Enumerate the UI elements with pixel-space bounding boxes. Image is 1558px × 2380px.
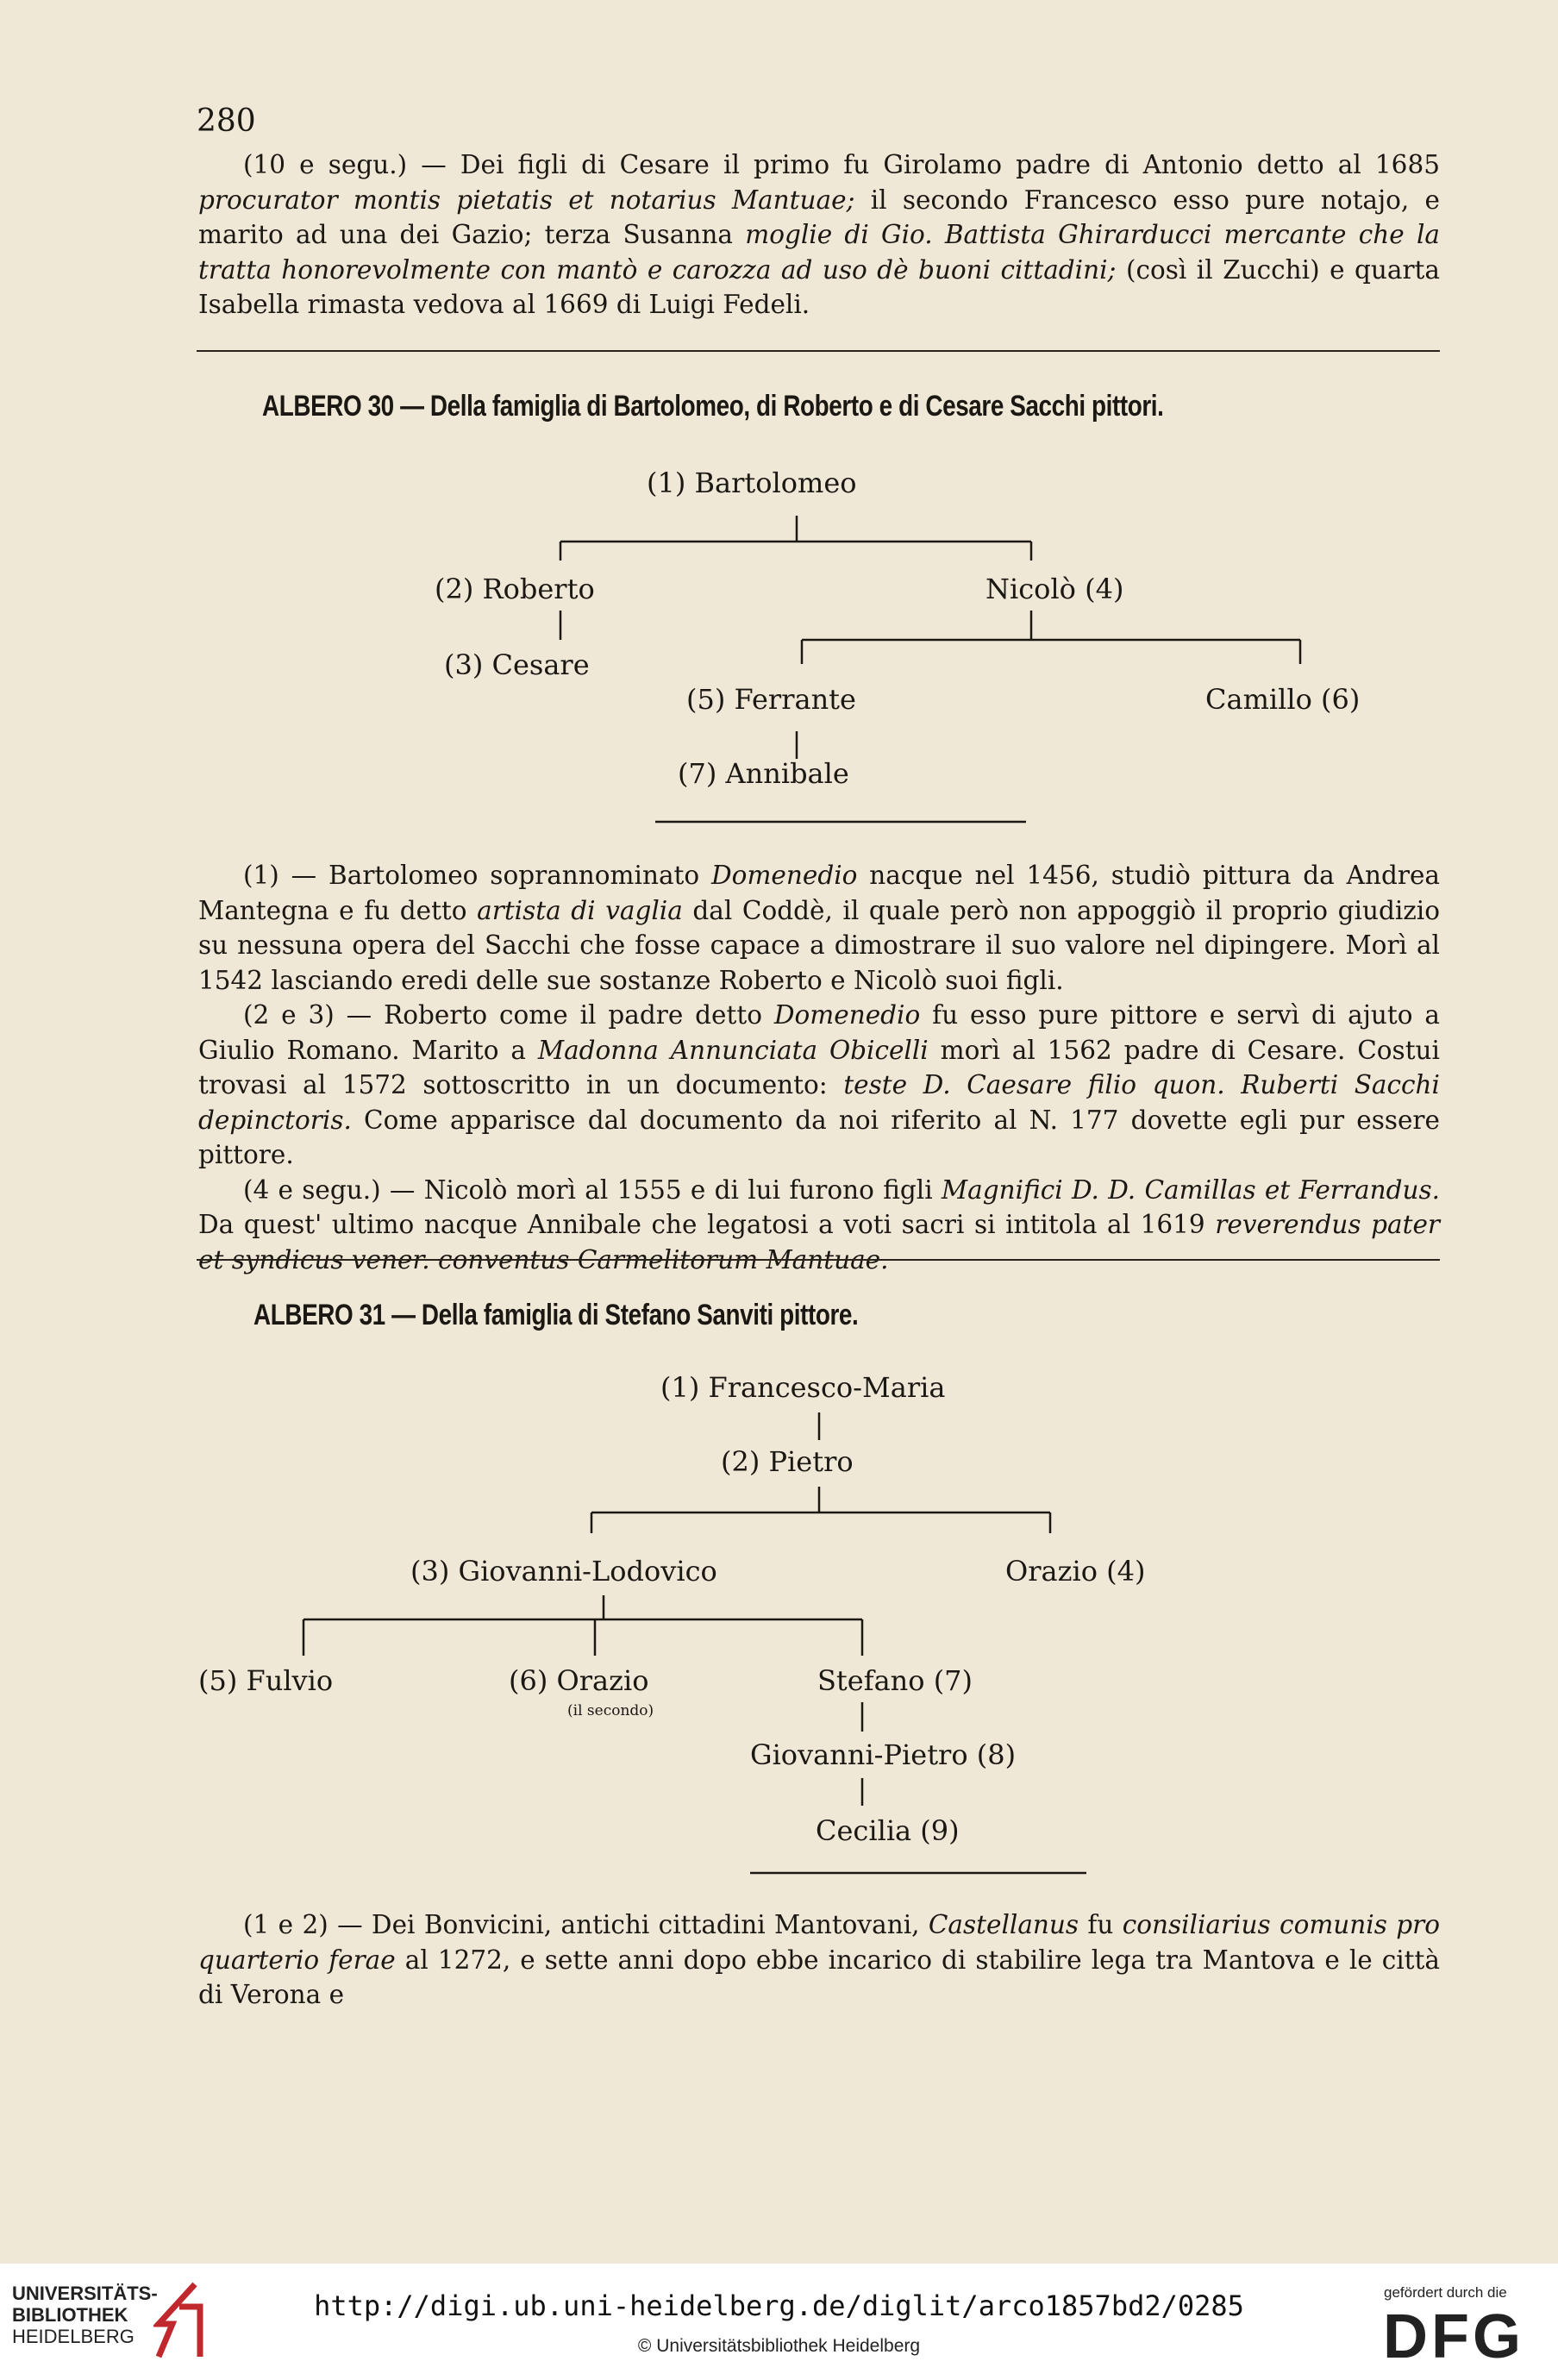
logo-line-1: UNIVERSITÄTS-: [12, 2283, 158, 2304]
intro-paragraph: [198, 147, 1440, 323]
tree31-francesco-maria: (1) Francesco-Maria: [660, 1371, 946, 1404]
albero30-notes: [198, 858, 1440, 1277]
tree31-fulvio: (5) Fulvio: [198, 1664, 334, 1697]
logo-line-3: HEIDELBERG: [12, 2326, 135, 2347]
tree30-camillo: Camillo (6): [1205, 683, 1361, 716]
copyright: © Universitätsbibliothek Heidelberg: [637, 2336, 921, 2356]
tree31-orazio-6: (6) Orazio: [509, 1664, 649, 1697]
footer-bar: [0, 2264, 1558, 2380]
tree30-annibale: (7) Annibale: [678, 757, 849, 790]
page-number: 280: [197, 103, 256, 139]
logo-line-2: BIBLIOTHEK: [12, 2304, 128, 2326]
divider: [197, 1259, 1440, 1261]
page-url-link[interactable]: http://digi.ub.uni-heidelberg.de/diglit/arco1857bd2/0285: [314, 2289, 1244, 2322]
tree30-ferrante: (5) Ferrante: [686, 683, 856, 716]
tree30-roberto: (2) Roberto: [435, 573, 595, 605]
divider: [197, 350, 1440, 352]
albero31-notes: [198, 1907, 1440, 2013]
tree31-giovanni-lodovico: (3) Giovanni-Lodovico: [410, 1555, 717, 1588]
albero30-heading: ALBERO 30 — Della famiglia di Bartolomeo, di Roberto e di Cesare Sacchi pittori.: [262, 390, 1164, 423]
tree30-bartolomeo: (1) Bartolomeo: [647, 467, 857, 499]
tree31-orazio-4: Orazio (4): [1005, 1555, 1146, 1588]
tree31-stefano: Stefano (7): [817, 1664, 973, 1697]
tree30-nicolo: Nicolò (4): [985, 573, 1124, 605]
intro-text: (10 e segu.) — Dei figli di Cesare il primo fu Girolamo padre di Antonio detto al 1685 procurator montis pietatis et notarius Mantuae; il secondo Francesco esso pure notajo, e marito ad una dei Gazio; terza Susanna moglie di Gio. Battista Ghirarducci mercante che la tratta honorevolmente con mantò e carozza ad uso dè buoni cittadini; (così il Zucchi) e quarta Isabella rimasta vedova al 1669 di Luigi Fedeli.: [198, 150, 1441, 319]
tree30-cesare: (3) Cesare: [444, 648, 590, 681]
dfg-logo: DFG: [1383, 2302, 1524, 2371]
tree31-cecilia: Cecilia (9): [816, 1814, 960, 1847]
note-1-2: (1 e 2) — Dei Bonvicini, antichi cittadini Mantovani, Castellanus fu consiliarius comunis pro quarterio ferae al 1272, e sette anni dopo ebbe incarico di stabilire lega tra Mantova e le città di Verona e: [198, 1910, 1440, 2009]
tree31-pietro: (2) Pietro: [721, 1445, 854, 1478]
note-2-3: (2 e 3) — Roberto come il padre detto Domenedio fu esso pure pittore e servì di ajuto a Giulio Romano. Marito a Madonna Annunciata Obicelli morì al 1562 padre di Cesare. Costui trovasi al 1572 sottoscritto in un documento: teste D. Caesare filio quon. Ruberti Sacchi depinctoris. Come apparisce dal documento da noi riferito al N. 177 dovette egli pur essere pittore.: [198, 1000, 1440, 1169]
dfg-caption: gefördert durch die: [1384, 2284, 1507, 2301]
note-1: (1) — Bartolomeo soprannominato Domenedio nacque nel 1456, studiò pittura da Andrea Mantegna e fu detto artista di vaglia dal Coddè, il quale però non appoggiò il proprio giudizio su nessuna opera del Sacchi che fosse capace a dimostrare il suo valore nel dipingere. Morì al 1542 lasciando eredi delle sue sostanze Roberto e Nicolò suoi figli.: [198, 861, 1440, 995]
note-4: (4 e segu.) — Nicolò morì al 1555 e di lui furono figli Magnifici D. D. Camillas et Ferrandus. Da quest' ultimo nacque Annibale che legatosi a voti sacri si intitola al 1619 reverendus pater et syndicus vener. conventus Carmelitorum Mantuae.: [198, 1174, 1440, 1275]
tree31-giovanni-pietro: Giovanni-Pietro (8): [750, 1738, 1017, 1771]
tree31-orazio-6-note: (il secondo): [567, 1702, 654, 1719]
albero31-heading: ALBERO 31 — Della famiglia di Stefano Sanviti pittore.: [253, 1299, 859, 1331]
